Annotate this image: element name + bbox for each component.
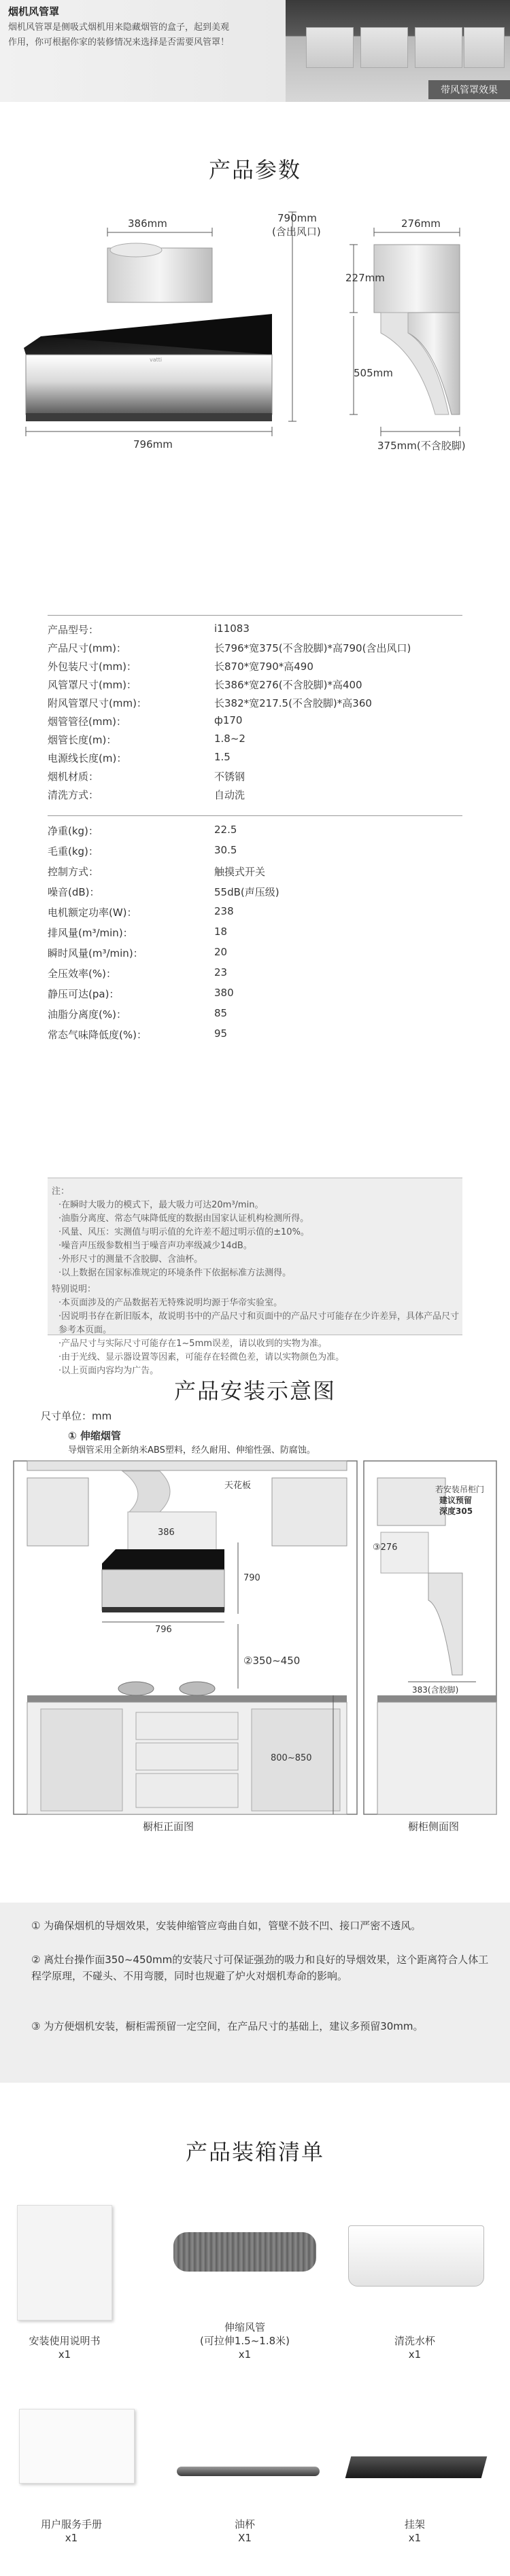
unit-label: 尺寸单位：mm <box>41 1410 112 1422</box>
spec-row <box>48 841 462 860</box>
service-manual-image <box>19 2409 135 2484</box>
w386-label: 386 <box>158 1528 175 1538</box>
note-line: ·因说明书存在新旧版本，故说明书中的产品尺寸和页面中的产品尺寸可能存在少许差异，具体产品尺寸参考本页面。 <box>58 1311 460 1335</box>
spec-value: 23 <box>214 966 228 978</box>
spec-key: 瞬时风量(m³/min)： <box>48 947 143 959</box>
spec-key: 清洗方式： <box>48 789 99 801</box>
spec-row <box>48 964 462 982</box>
spec-value: 22.5 <box>214 824 237 836</box>
note-line: ·以上页面内容均为广告。 <box>58 1366 159 1376</box>
note-line: ·外形尺寸的测量不含胶脚、含油杯。 <box>58 1254 203 1265</box>
spec-key: 净重(kg)： <box>48 825 99 837</box>
side-view-label: 橱柜侧面图 <box>408 1820 460 1833</box>
pack-label <box>0 2334 139 2361</box>
wall-cabinet <box>272 1478 347 1546</box>
spec-row <box>48 620 462 638</box>
note-line: 特别说明： <box>52 1284 97 1294</box>
spec-key: 产品型号： <box>48 624 99 636</box>
pack-name: 用户服务手册 <box>40 2518 102 2530</box>
pack-title: 产品装箱清单 <box>185 2139 324 2165</box>
water-cup-image <box>348 2225 484 2287</box>
pack-name: 清洗水杯 <box>394 2335 435 2347</box>
side-width-label: 383(含胶脚) <box>412 1685 459 1695</box>
dimension-diagram <box>0 197 510 564</box>
note-line: ·由于光线、显示器设置等因素，可能存在轻微色差，请以实物颜色为准。 <box>58 1352 345 1362</box>
step3-label: ③276 <box>373 1542 398 1553</box>
cabinet-image <box>360 27 408 68</box>
spec-value: 95 <box>214 1027 228 1040</box>
install-note: ② 离灶台操作面350~450mm的安装尺寸可保证强劲的吸力和良好的导烟效果，这个距离符合人体工程学原理，不碰头、不用弯腰，同时也规避了炉火对烟机寿命的影响。 <box>31 1954 489 1982</box>
note-line: ·产品尺寸与实际尺寸可能存在1~5mm误差，请以收到的实物为准。 <box>58 1339 327 1349</box>
spec-key: 噪音(dB)： <box>48 886 100 898</box>
banner-title: 烟机风管罩 <box>8 5 60 18</box>
pack-label <box>170 2518 320 2545</box>
spec-key: 常态气味降低度(%)： <box>48 1029 147 1041</box>
spec-value: 长870*宽790*高490 <box>214 660 313 673</box>
spec-row <box>48 882 462 900</box>
spec-value: 长386*宽276(不含胶脚)*高400 <box>214 679 362 691</box>
bracket-image <box>345 2456 488 2478</box>
spec-key: 产品尺寸(mm)： <box>48 642 126 654</box>
banner-caption: 带风管罩效果 <box>428 80 510 99</box>
install-diagram <box>0 1403 510 1892</box>
spec-value: 1.5 <box>214 751 231 763</box>
pack-label <box>340 2334 490 2361</box>
spec-value: 30.5 <box>214 844 237 856</box>
note-line: ·油脂分离度、常态气味降低度的数据由国家认证机构检测所得。 <box>58 1214 309 1224</box>
divider <box>48 615 462 616</box>
spec-key: 电源线长度(m)： <box>48 752 127 764</box>
spec-value: 18 <box>214 925 228 938</box>
dim-height: 790mm <box>277 212 317 224</box>
spec-key: 风管罩尺寸(mm)： <box>48 679 137 691</box>
pack-name: 伸缩风管 <box>224 2321 265 2333</box>
spec-key: 控制方式： <box>48 866 99 878</box>
spec-row <box>48 766 462 785</box>
spec-row <box>48 862 462 880</box>
spec-value: 自动洗 <box>214 789 245 801</box>
spec-key: 烟管长度(m)： <box>48 734 117 746</box>
spec-value: i11083 <box>214 622 250 635</box>
spec-value: 长796*宽375(不含胶脚)*高790(含出风口) <box>214 642 411 654</box>
cabinet-image <box>306 27 354 68</box>
spec-key: 油脂分离度(%)： <box>48 1008 126 1021</box>
spec-key: 烟管管径(mm)： <box>48 716 126 728</box>
dim-height-note: (含出风口) <box>272 226 321 238</box>
spec-key: 烟机材质： <box>48 771 99 783</box>
spec-row <box>48 675 462 693</box>
dim-front-top: 386mm <box>128 217 167 230</box>
spec-row <box>48 984 462 1002</box>
pack-qty: x1 <box>238 2348 252 2361</box>
spec-row <box>48 693 462 711</box>
spec-value: 55dB(声压级) <box>214 886 279 898</box>
step1-label: ① 伸缩烟管 <box>68 1430 121 1442</box>
spec-value: 长382*宽217.5(不含胶脚)*高360 <box>214 697 372 709</box>
spec-key: 附风管罩尺寸(mm)： <box>48 697 147 709</box>
range-label: 800~850 <box>271 1753 312 1763</box>
spec-row <box>48 1004 462 1023</box>
dim-side-top: 276mm <box>401 217 441 230</box>
spec-key: 排风量(m³/min)： <box>48 927 133 939</box>
cabinet-image <box>415 27 462 68</box>
spec-row <box>48 656 462 675</box>
install-title: 产品安装示意图 <box>173 1378 336 1404</box>
spec-row <box>48 785 462 803</box>
spec-value: 238 <box>214 905 234 917</box>
spec-value: ф170 <box>214 714 243 726</box>
dim-side-mid: 505mm <box>354 367 393 379</box>
note-line: ·噪音声压级参数相当于噪音声功率级减少14dB。 <box>58 1241 252 1251</box>
hang-note: 若安装吊柜门 <box>435 1485 485 1494</box>
spec-value: 85 <box>214 1007 228 1019</box>
pack-label <box>340 2518 490 2545</box>
pack-qty: x1 <box>65 2532 78 2544</box>
pack-label <box>170 2321 320 2361</box>
pack-name: 挂架 <box>404 2518 425 2530</box>
dim-front-bottom: 796mm <box>133 438 173 451</box>
spec-row <box>48 923 462 941</box>
spec-value: 1.8~2 <box>214 733 245 745</box>
depth-note: 深度305 <box>439 1506 473 1516</box>
pack-sub: (可拉伸1.5~1.8米) <box>200 2335 290 2347</box>
spec-row <box>48 821 462 839</box>
svg-text:vatti: vatti <box>150 357 163 363</box>
spec-row <box>48 1025 462 1043</box>
dim-side-upper: 227mm <box>345 272 385 284</box>
notes-box <box>48 1178 462 1376</box>
note-line: ·风量、风压：实测值与明示值的允许差不超过明示值的±10%。 <box>58 1227 309 1237</box>
spec-key: 外包装尺寸(mm)： <box>48 660 137 673</box>
spec-row <box>48 638 462 656</box>
spec-row <box>48 902 462 921</box>
wall-cabinet <box>27 1478 88 1546</box>
params-title: 产品参数 <box>208 157 301 183</box>
note-line: 注： <box>52 1186 70 1197</box>
hood-body <box>26 355 272 414</box>
spec-row <box>48 730 462 748</box>
side-outlet <box>374 245 460 313</box>
spec-row <box>48 943 462 961</box>
pack-name: 油杯 <box>234 2518 255 2530</box>
spec-value: 触摸式开关 <box>214 866 266 878</box>
top-banner <box>0 0 510 102</box>
front-view-label: 橱柜正面图 <box>143 1820 194 1833</box>
manual-image <box>17 2205 112 2321</box>
install-hood <box>102 1570 224 1610</box>
ceiling-label: 天花板 <box>224 1481 252 1491</box>
banner-text: 烟机风管罩是侧吸式烟机用来隐藏烟管的盒子，起到美观作用，你可根据你家的装修情况来选择是否需要风管罩！ <box>8 22 230 48</box>
install-notes <box>0 1903 510 2083</box>
duct-image <box>173 2232 316 2272</box>
pack-qty: x1 <box>408 2348 422 2361</box>
spec-row <box>48 711 462 730</box>
cabinet-image <box>464 27 505 68</box>
oil-cup-image <box>177 2467 320 2476</box>
pack-qty: X1 <box>238 2532 252 2544</box>
dim-side-bottom: 375mm(不含胶脚) <box>377 440 466 452</box>
spec-key: 全压效率(%)： <box>48 968 116 980</box>
h790-label: 790 <box>243 1573 260 1583</box>
divider <box>48 815 462 816</box>
spec-value: 380 <box>214 987 234 999</box>
step1-desc: 导烟管采用全新纳米ABS塑料，经久耐用、伸缩性强、防腐蚀。 <box>68 1445 316 1455</box>
spec-key: 电机额定功率(W)： <box>48 906 137 919</box>
pack-label <box>0 2518 146 2545</box>
spec-value: 不锈钢 <box>214 771 245 783</box>
pack-name: 安装使用说明书 <box>29 2335 101 2347</box>
spec-key: 毛重(kg)： <box>48 845 99 858</box>
step2-label: ②350~450 <box>243 1655 301 1667</box>
note-line: ·以上数据在国家标准规定的环境条件下依据标准方法测得。 <box>58 1268 292 1278</box>
spec-row <box>48 748 462 766</box>
pack-qty: x1 <box>408 2532 422 2544</box>
pack-qty: x1 <box>58 2348 71 2361</box>
spec-key: 静压可达(pa)： <box>48 988 120 1000</box>
note-line: ·本页面涉及的产品数据若无特殊说明均源于华帝实验室。 <box>58 1298 283 1308</box>
note-line: ·在瞬时大吸力的模式下，最大吸力可达20m³/min。 <box>58 1200 264 1210</box>
keep-note: 建议预留 <box>439 1496 473 1505</box>
install-note: ③ 为方便烟机安装，橱柜需预留一定空间，在产品尺寸的基础上，建议多预留30mm。 <box>31 2020 424 2032</box>
w796-label: 796 <box>155 1625 172 1635</box>
spec-value: 20 <box>214 946 228 958</box>
install-note: ① 为确保烟机的导烟效果，安装伸缩管应弯曲自如，管壁不鼓不凹、接口严密不透风。 <box>31 1920 422 1932</box>
range-hood-drawing <box>0 197 510 564</box>
